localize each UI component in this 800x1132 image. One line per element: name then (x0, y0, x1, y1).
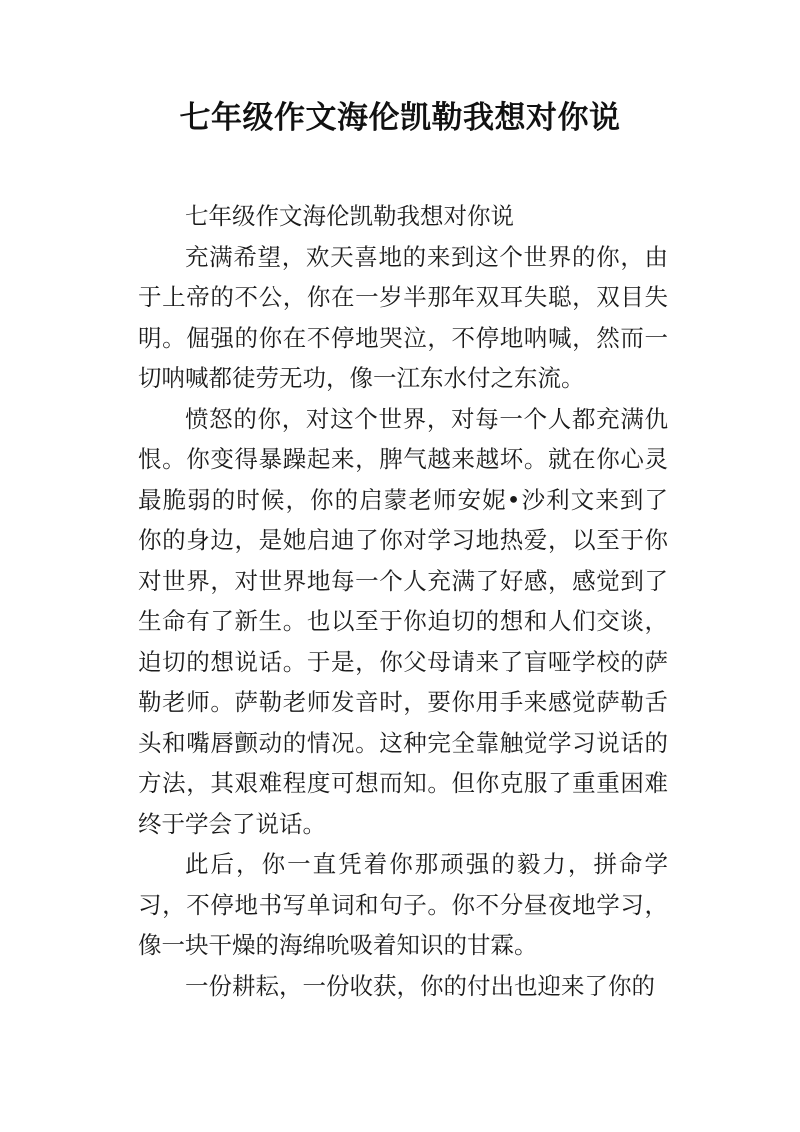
document-title: 七年级作文海伦凯勒我想对你说 (179, 100, 621, 136)
document-body (138, 196, 668, 1006)
paragraph: 一份耕耘，一份收获，你的付出也迎来了你的 (185, 971, 655, 1000)
paragraph: 此后，你一直凭着你那顽强的毅力，拼命学习，不停地书写单词和句子。你不分昼夜地学习，像一块干燥的海绵吮吸着知识的甘霖。 (138, 850, 668, 959)
paragraph: 充满希望，欢天喜地的来到这个世界的你，由于上帝的不公，你在一岁半那年双耳失聪，双目失明。倔强的你在不停地哭泣，不停地呐喊，然而一切呐喊都徒劳无功，像一江东水付之东流。 (138, 242, 668, 392)
paragraph: 愤怒的你，对这个世界，对每一个人都充满仇恨。你变得暴躁起来，脾气越来越坏。就在你心灵最脆弱的时候，你的启蒙老师安妮•沙利文来到了你的身边，是她启迪了你对学习地热爱，以至于你对世界，对世界地每一个人充满了好感，感觉到了生命有了新生。也以至于你迫切的想和人们交谈，迫切的想说话。于是，你父母请来了盲哑学校的萨勒老师。萨勒老师发音时，要你用手来感觉萨勒舌头和嘴唇颤动的情况。这种完全靠触觉学习说话的方法，其艰难程度可想而知。但你克服了重重困难终于学会了说话。 (138, 404, 668, 838)
paragraph-heading: 七年级作文海伦凯勒我想对你说 (185, 202, 514, 230)
